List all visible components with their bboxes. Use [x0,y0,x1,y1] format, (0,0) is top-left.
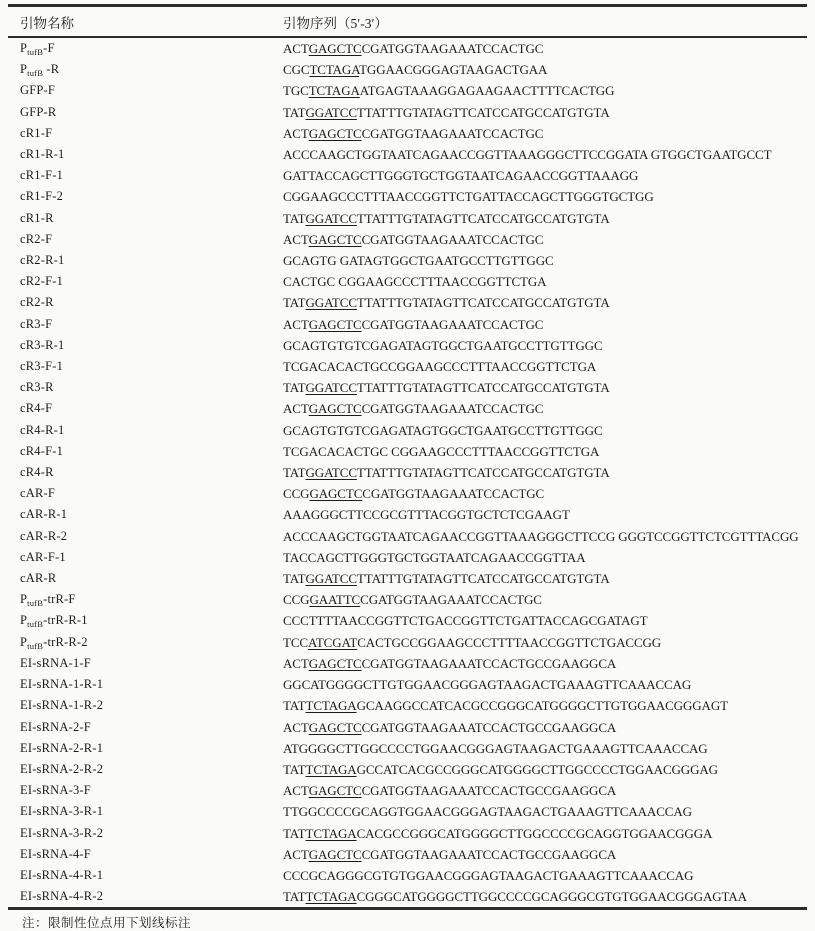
restriction-site: GAGCTC [309,486,363,502]
restriction-site: GAGCTC [308,125,362,141]
restriction-site: GGATCC [305,104,357,120]
sequence-text: cAR-R [20,571,57,586]
sequence-text: EI-sRNA-2-R-1 [20,740,104,755]
restriction-site: GAGCTC [308,401,362,417]
primer-name-cell [8,844,283,865]
primer-name-cell [8,504,283,525]
primer-name-cell [8,695,283,716]
restriction-site: GAGCTC [308,719,362,735]
sequence-text: cR3-F-1 [20,359,64,374]
primer-sequence-cell [283,208,807,229]
sequence-text: ACT [283,655,309,671]
primer-name-cell [8,186,283,207]
restriction-site: TCTAGA [305,825,357,841]
primer-sequence-cell [283,462,807,483]
table-row [8,37,807,59]
primer-name-cell [8,717,283,738]
primer-sequence-cell [283,441,807,462]
sequence-text: EI-sRNA-1-R-1 [20,677,104,692]
table-row [8,695,807,716]
table-row [8,823,807,844]
primer-sequence-cell [283,717,807,738]
sequence-text: cR4-R-1 [20,422,65,437]
sequence-text: CGATGGTAAGAAATCCACTGC [360,592,542,608]
sequence-text: EI-sRNA-3-R-1 [20,804,104,819]
sequence-text: EI-sRNA-2-R-2 [20,761,104,776]
table-row [8,780,807,801]
sequence-text: CGATGGTAAGAAATCCACTGC [361,125,544,141]
primer-name-cell [8,738,283,759]
primer-sequence-cell [283,865,807,886]
table-row [8,377,807,398]
primer-sequence-cell [283,589,807,610]
restriction-site: GAATTC [309,592,361,608]
sequence-text: ACT [283,846,309,862]
primer-name-cell [8,653,283,674]
table-row [8,292,807,313]
primer-sequence-cell [283,674,807,695]
sequence-text: ACCCAAGCTGGTAATCAGAACCGGTTAAAGGGCTTCCGGATA GTGGCTGAATGCCT [283,147,772,163]
primer-name-cell [8,250,283,271]
sequence-text: TTATTTGTATAGTTCATCCATGCCATGTGTA [356,295,610,311]
restriction-site: GAGCTC [308,655,362,671]
restriction-site: GAGCTC [308,231,362,247]
sequence-text: cR3-R [20,380,54,395]
primer-sequence-cell [283,526,807,547]
restriction-site: GAGCTC [308,316,362,332]
primer-sequence-cell [283,610,807,631]
sequence-text: AAAGGGCTTCCGCGTTTACGGTGCTCTCGAAGT [283,507,570,523]
sequence-text: cR2-R [20,295,54,310]
sequence-text: GFP-F [20,83,56,98]
table-row [8,738,807,759]
table-row [8,229,807,250]
sequence-text: CGATGGTAAGAAATCCACTGCCGAAGGCA [361,783,617,799]
sequence-text: cR1-F [20,125,53,140]
table-row [8,80,807,101]
sequence-text: cR3-F [20,316,53,331]
table-row [8,144,807,165]
sequence-text: cR4-F-1 [20,443,64,458]
primer-name-cell [8,589,283,610]
table-row [8,886,807,909]
restriction-site: ATCGAT [307,634,358,650]
sequence-text: cAR-R-1 [20,507,68,522]
table-row [8,398,807,419]
sequence-text: GCAGTGTGTCGAGATAGTGGCTGAATGCCTTGTTGGC [283,422,603,438]
primer-table-body [8,37,807,909]
primer-name-cell [8,780,283,801]
sequence-text: ACT [283,316,309,332]
subscript-text: tufB [27,598,44,609]
primer-sequence-cell [283,547,807,568]
sequence-text: TAT [283,571,306,587]
sequence-text: GCAAGGCCATCACGCCGGGCATGGGGCTTGTGGAACGGGAGT [356,698,728,714]
sequence-text: TAT [283,295,306,311]
primer-sequence-cell [283,823,807,844]
primer-sequence-cell [283,420,807,441]
sequence-text: CGATGGTAAGAAATCCACTGCCGAAGGCA [361,719,617,735]
primer-name-cell [8,59,283,80]
primer-sequence-cell [283,186,807,207]
sequence-text: cR1-F-1 [20,168,64,183]
sequence-text: -trR-R-2 [43,634,88,649]
table-row [8,653,807,674]
table-row [8,483,807,504]
sequence-text: GFP-R [20,104,57,119]
primer-sequence-cell [283,738,807,759]
sequence-text: TAT [283,210,306,226]
sequence-text: -trR-R-1 [43,613,88,628]
sequence-text: GCCATCACGCCGGGCATGGGGCTTGGCCCCTGGAACGGGAG [356,761,718,777]
sequence-text: TCC [283,634,308,650]
sequence-text: -F [43,41,55,55]
sequence-text: -R [43,62,60,77]
column-header-primer-sequence: 引物序列（5′-3′） [283,6,807,38]
primer-sequence-cell [283,568,807,589]
primer-sequence-cell [283,356,807,377]
sequence-text: TTGGCCCCGCAGGTGGAACGGGAGTAAGACTGAAAGTTCAAACCAG [283,804,692,820]
table-row [8,123,807,144]
sequence-text: TAT [283,698,306,714]
restriction-site: GAGCTC [308,41,362,56]
table-row [8,314,807,335]
primer-sequence-cell [283,886,807,909]
primer-name-cell [8,483,283,504]
sequence-text: CCG [283,592,310,608]
table-row [8,504,807,525]
sequence-text: CGATGGTAAGAAATCCACTGCCGAAGGCA [361,846,617,862]
sequence-text: cAR-F-1 [20,549,66,564]
sequence-text: TCGACACACTGCCGGAAGCCCTTTAACCGGTTCTGA [283,359,597,375]
primer-sequence-cell [283,377,807,398]
primer-name-cell [8,632,283,653]
primer-name-cell [8,37,283,59]
sequence-text: TAT [283,761,306,777]
primer-sequence-cell [283,483,807,504]
restriction-site: GGATCC [305,571,357,587]
sequence-text: CGATGGTAAGAAATCCACTGC [361,401,544,417]
primer-name-cell [8,292,283,313]
sequence-text: ACT [283,231,309,247]
primer-sequence-cell [283,229,807,250]
primer-sequence-cell [283,632,807,653]
restriction-site: TCTAGA [308,83,360,99]
sequence-text: GCAGTGTGTCGAGATAGTGGCTGAATGCCTTGTTGGC [283,337,603,353]
sequence-text: EI-sRNA-1-R-2 [20,698,104,713]
sequence-text: ACCCAAGCTGGTAATCAGAACCGGTTAAAGGGCTTCCG GGGTCCGGTTCTCGTTTACGG [283,528,799,544]
header-row [8,6,807,38]
primer-name-cell [8,674,283,695]
primer-name-cell [8,801,283,822]
primer-name-cell [8,123,283,144]
sequence-text: cAR-R-2 [20,528,68,543]
sequence-text: CCCTTTTAACCGGTTCTGACCGGTTCTGATTACCAGCGATAGT [283,613,648,629]
sequence-text: TTATTTGTATAGTTCATCCATGCCATGTGTA [356,210,610,226]
primer-name-cell [8,165,283,186]
primer-name-cell [8,398,283,419]
primer-sequence-cell [283,335,807,356]
sequence-text: CCG [283,486,310,502]
sequence-text: cR3-R-1 [20,337,65,352]
sequence-text: ATGGGGCTTGGCCCCTGGAACGGGAGTAAGACTGAAAGTTCAAACCAG [283,740,708,756]
sequence-text: cR1-R-1 [20,147,65,162]
primer-sequence-cell [283,504,807,525]
table-row [8,250,807,271]
sequence-text: cR2-F [20,231,53,246]
primer-sequence-cell [283,123,807,144]
sequence-text: TAT [283,825,306,841]
primer-sequence-cell [283,80,807,101]
sequence-text: CGATGGTAAGAAATCCACTGC [361,41,544,56]
sequence-text: CCCGCAGGGCGTGTGGAACGGGAGTAAGACTGAAAGTTCAAACCAG [283,867,694,883]
table-row [8,674,807,695]
restriction-site: TCTAGA [305,889,357,905]
restriction-site: TCTAGA [305,761,357,777]
sequence-text: TGGAACGGGAGTAAGACTGAA [359,62,548,78]
table-row [8,632,807,653]
sequence-text: CACTGC CGGAAGCCCTTTAACCGGTTCTGA [283,274,547,290]
sequence-text: EI-sRNA-4-R-2 [20,889,104,904]
subscript-text: tufB [27,619,44,630]
sequence-text: cR1-R [20,210,54,225]
table-row [8,420,807,441]
sequence-text: cR1-F-2 [20,189,64,204]
primer-name-cell [8,208,283,229]
sequence-text: ACT [283,783,309,799]
restriction-site: GAGCTC [308,783,362,799]
table-row [8,335,807,356]
primer-sequence-cell [283,59,807,80]
table-row [8,547,807,568]
primer-sequence-cell [283,759,807,780]
primer-sequence-cell [283,250,807,271]
primer-sequence-cell [283,801,807,822]
sequence-text: TAT [283,104,306,120]
sequence-text: TAT [283,380,306,396]
primer-name-cell [8,441,283,462]
sequence-text: TTATTTGTATAGTTCATCCATGCCATGTGTA [356,465,610,481]
primer-sequence-cell [283,102,807,123]
primer-sequence-cell [283,37,807,59]
table-row [8,102,807,123]
sequence-text: TTATTTGTATAGTTCATCCATGCCATGTGTA [356,571,610,587]
primer-sequence-cell [283,844,807,865]
table-row [8,717,807,738]
sequence-text: EI-sRNA-4-R-1 [20,867,104,882]
primer-name-cell [8,356,283,377]
primer-sequence-cell [283,780,807,801]
column-header-primer-name: 引物名称 [8,6,283,38]
sequence-text: TTATTTGTATAGTTCATCCATGCCATGTGTA [356,380,610,396]
sequence-text: CGGAAGCCCTTTAACCGGTTCTGATTACCAGCTTGGGTGCTGG [283,189,654,205]
primer-table-section [8,4,807,931]
primer-name-cell [8,823,283,844]
sequence-text: CGATGGTAAGAAATCCACTGCCGAAGGCA [361,655,617,671]
primer-name-cell [8,865,283,886]
sequence-text: TTATTTGTATAGTTCATCCATGCCATGTGTA [356,104,610,120]
primer-sequence-cell [283,165,807,186]
table-row [8,165,807,186]
restriction-site: TCTAGA [309,62,360,78]
sequence-text: P [20,613,28,628]
primer-name-cell [8,420,283,441]
table-row [8,801,807,822]
sequence-text: EI-sRNA-1-F [20,655,91,670]
table-row [8,186,807,207]
primer-sequence-cell [283,398,807,419]
primer-sequence-cell [283,314,807,335]
restriction-site: GGATCC [305,380,357,396]
restriction-site: GAGCTC [308,846,362,862]
table-row [8,568,807,589]
primer-table-header [8,6,807,38]
sequence-text: EI-sRNA-4-F [20,846,91,861]
sequence-text: ACT [283,41,309,56]
table-row [8,865,807,886]
primer-name-cell [8,144,283,165]
primer-name-cell [8,377,283,398]
sequence-text: CGATGGTAAGAAATCCACTGC [361,231,544,247]
primer-name-cell [8,335,283,356]
primer-sequence-cell [283,271,807,292]
table-footnote: 注：限制性位点用下划线标注 [22,916,192,931]
sequence-text: ACT [283,125,309,141]
sequence-text: GCAGTG GATAGTGGCTGAATGCCTTGTTGGC [283,253,554,269]
restriction-site: GGATCC [305,295,357,311]
sequence-text: EI-sRNA-3-F [20,783,91,798]
sequence-text: ATGAGTAAAGGAGAAGAACTTTTCACTGG [359,83,615,99]
subscript-text: tufB [27,640,44,651]
table-row [8,356,807,377]
table-row [8,844,807,865]
restriction-site: GGATCC [305,465,357,481]
table-row [8,589,807,610]
table-row [8,59,807,80]
sequence-text: cR2-R-1 [20,253,65,268]
primer-sequence-cell [283,144,807,165]
sequence-text: TAT [283,465,306,481]
sequence-text: ACT [283,401,309,417]
subscript-text: tufB [27,47,44,57]
sequence-text: CGGGCATGGGGCTTGGCCCCGCAGGGCGTGTGGAACGGGAGTAA [356,889,747,905]
subscript-text: tufB [27,68,44,79]
primer-sequence-cell [283,292,807,313]
primer-table [8,4,807,910]
primer-sequence-cell [283,695,807,716]
primer-name-cell [8,547,283,568]
sequence-text: P [20,634,28,649]
sequence-text: CGATGGTAAGAAATCCACTGC [361,316,544,332]
primer-name-cell [8,568,283,589]
restriction-site: GGATCC [305,210,357,226]
sequence-text: cR4-F [20,401,53,416]
table-row [8,759,807,780]
sequence-text: TCGACACACTGC CGGAAGCCCTTTAACCGGTTCTGA [283,443,600,459]
table-row [8,271,807,292]
sequence-text: GGCATGGGGCTTGTGGAACGGGAGTAAGACTGAAAGTTCAAACCAG [283,677,692,693]
primer-name-cell [8,314,283,335]
restriction-site: TCTAGA [305,698,357,714]
sequence-text: cR2-F-1 [20,274,64,289]
primer-sequence-cell [283,653,807,674]
table-row [8,526,807,547]
sequence-text: CACGCCGGGCATGGGGCTTGGCCCCGCAGGTGGAACGGGA [356,825,713,841]
primer-name-cell [8,526,283,547]
sequence-text: TGC [283,83,309,99]
sequence-text: EI-sRNA-3-R-2 [20,825,104,840]
primer-name-cell [8,229,283,250]
sequence-text: P [20,592,28,607]
primer-name-cell [8,80,283,101]
table-row [8,610,807,631]
table-row [8,441,807,462]
primer-name-cell [8,759,283,780]
primer-name-cell [8,462,283,483]
sequence-text: cR4-R [20,465,54,480]
primer-name-cell [8,886,283,909]
sequence-text: CGC [283,62,310,78]
table-row [8,208,807,229]
sequence-text: TAT [283,889,306,905]
primer-name-cell [8,271,283,292]
sequence-text: P [20,41,28,55]
sequence-text: CACTGCCGGAAGCCCTTTTAACCGGTTCTGACCGG [357,634,662,650]
sequence-text: P [20,62,28,77]
sequence-text: GATTACCAGCTTGGGTGCTGGTAATCAGAACCGGTTAAAGG [283,168,639,184]
primer-name-cell [8,610,283,631]
sequence-text: EI-sRNA-2-F [20,719,91,734]
table-row [8,462,807,483]
sequence-text: ACT [283,719,309,735]
sequence-text: cAR-F [20,486,56,501]
sequence-text: CGATGGTAAGAAATCCACTGC [362,486,545,502]
sequence-text: -trR-F [43,592,76,607]
primer-name-cell [8,102,283,123]
sequence-text: TACCAGCTTGGGTGCTGGTAATCAGAACCGGTTAA [283,549,586,565]
